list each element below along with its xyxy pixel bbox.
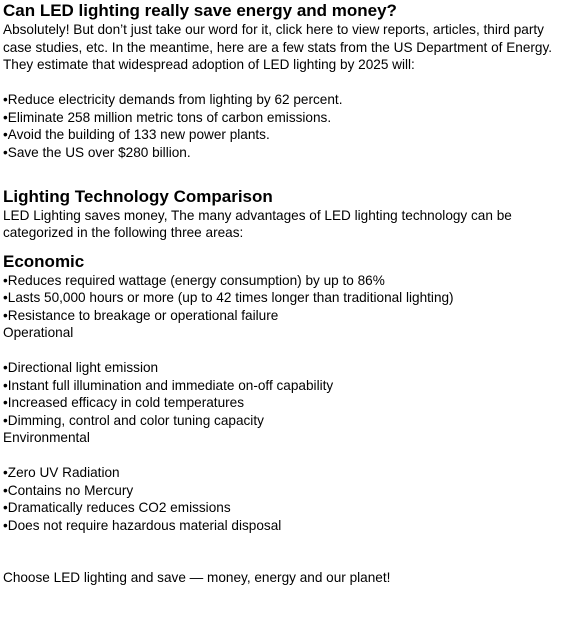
economic-list xyxy=(3,272,581,325)
economic-item: •Reduces required wattage (energy consumption) by up to 86% xyxy=(3,272,385,288)
operational-item: •Instant full illumination and immediate on-off capability xyxy=(3,377,334,393)
spacer xyxy=(3,161,581,179)
economic-item: •Lasts 50,000 hours or more (up to 42 times longer than traditional lighting) xyxy=(3,290,454,305)
comparison-line: LED Lighting saves money, The many advantages of LED lighting technology can be xyxy=(3,207,512,223)
spacer xyxy=(3,534,581,552)
operational-item: •Increased efficacy in cold temperatures xyxy=(3,395,245,410)
environmental-item: •Does not require hazardous material disposal xyxy=(3,517,282,533)
comparison-line: categorized in the following three areas: xyxy=(3,225,244,240)
stat-item: •Eliminate 258 million metric tons of carbon emissions. xyxy=(3,109,332,125)
operational-list xyxy=(3,359,581,429)
intro-paragraph xyxy=(3,21,581,74)
intro-line: Absolutely! But don’t just take our word for it, click here to view reports, articles, third party xyxy=(3,22,544,37)
spacer xyxy=(3,179,581,187)
spacer xyxy=(3,74,581,92)
operational-item: •Dimming, control and color tuning capacity xyxy=(3,412,264,428)
comparison-paragraph xyxy=(3,207,581,242)
closing-text: Choose LED lighting and save — money, energy and our planet! xyxy=(3,570,391,585)
environmental-item: •Dramatically reduces CO2 emissions xyxy=(3,500,231,515)
closing-line xyxy=(3,569,581,587)
operational-heading: Operational xyxy=(3,325,74,340)
comparison-heading: Lighting Technology Comparison xyxy=(3,186,273,206)
operational-item: •Directional light emission xyxy=(3,360,159,375)
environmental-item: •Zero UV Radiation xyxy=(3,465,120,480)
spacer xyxy=(3,242,581,252)
stat-item: •Reduce electricity demands from lighting by 62 percent. xyxy=(3,92,343,107)
environmental-item: •Contains no Mercury xyxy=(3,482,134,498)
stat-item: •Save the US over $280 billion. xyxy=(3,144,191,160)
environmental-heading: Environmental xyxy=(3,430,90,445)
stat-item: •Avoid the building of 133 new power plants. xyxy=(3,127,270,142)
spacer xyxy=(3,342,581,360)
article xyxy=(3,0,581,587)
intro-line: They estimate that widespread adoption of LED lighting by 2025 will: xyxy=(3,57,415,72)
environmental-list xyxy=(3,464,581,534)
intro-heading: Can LED lighting really save energy and money? xyxy=(3,1,397,20)
spacer xyxy=(3,552,581,570)
doe-stats-list xyxy=(3,91,581,161)
economic-heading: Economic xyxy=(3,251,85,271)
economic-item: •Resistance to breakage or operational failure xyxy=(3,307,279,323)
intro-line: case studies, etc. In the meantime, here are a few stats from the US Department of Energy. xyxy=(3,39,553,55)
spacer xyxy=(3,447,581,465)
